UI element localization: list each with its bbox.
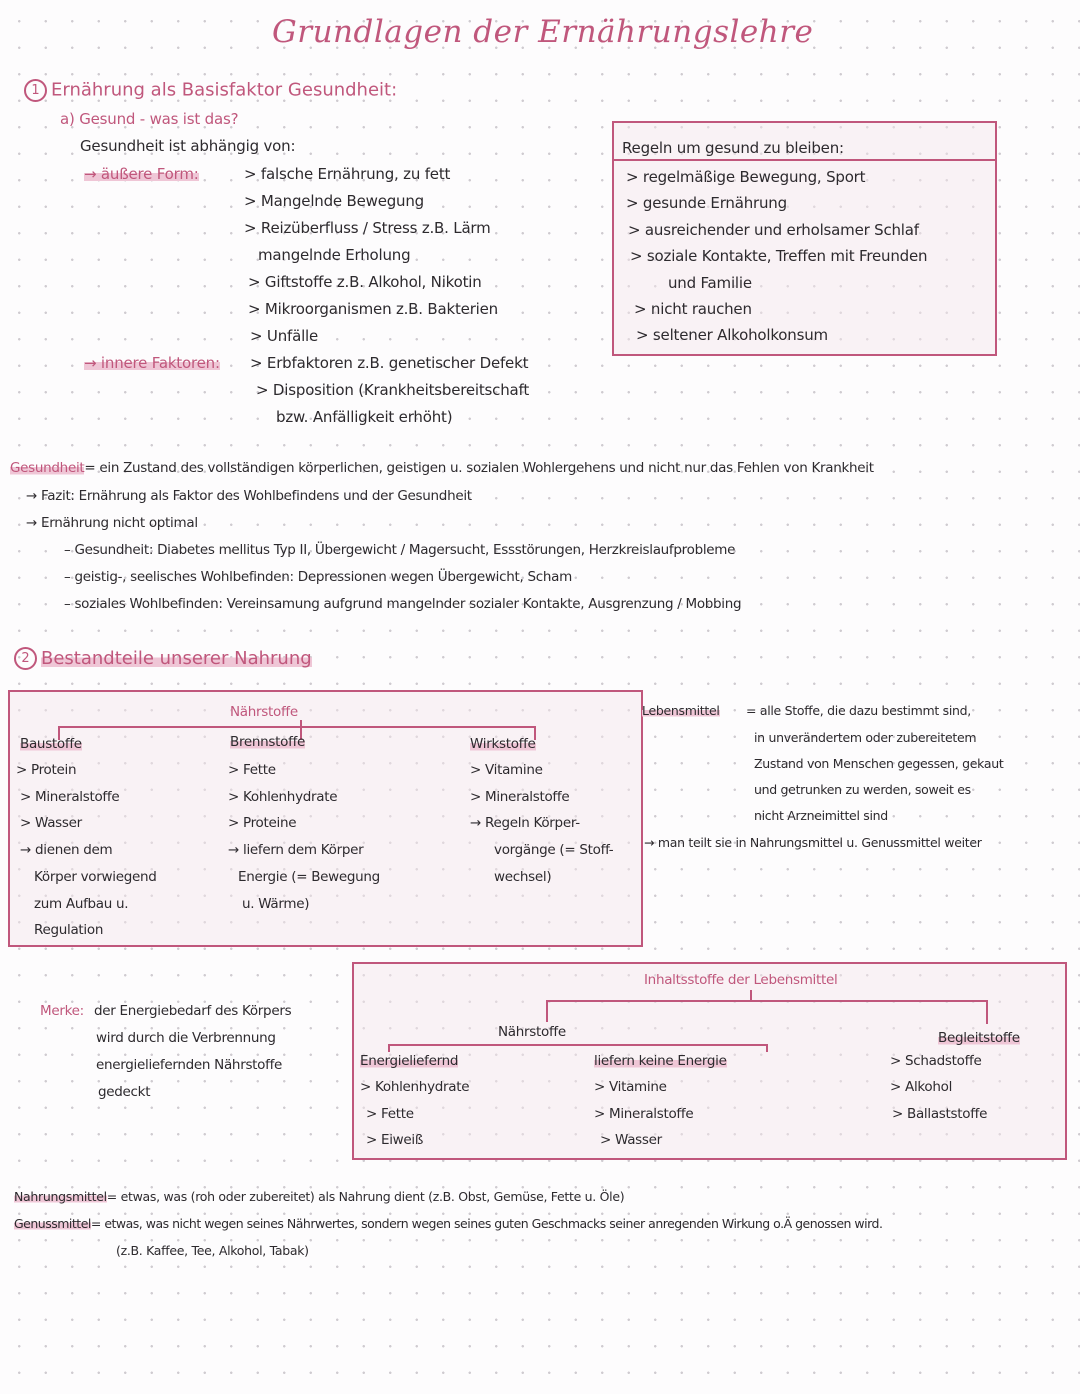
keine-energie-item: > Vitamine bbox=[594, 1079, 667, 1095]
outer-form-label-text: → äußere Form: bbox=[84, 165, 199, 183]
genussmittel-def: = etwas, was nicht wegen seines Nährwertes, sondern wegen seines guten Geschmacks seiner anregenden Wirkung o.Ä genossen wird. bbox=[90, 1216, 883, 1231]
section-1-number: 1 bbox=[24, 79, 47, 102]
baustoffe-item: > Wasser bbox=[20, 815, 82, 831]
merke-line: gedeckt bbox=[98, 1084, 151, 1100]
tree-branch-line bbox=[750, 990, 752, 1002]
energie-item: > Eiweiß bbox=[366, 1132, 424, 1148]
lebensmittel-def-line: nicht Arzneimittel sind bbox=[754, 808, 888, 823]
rule-item: > soziale Kontakte, Treffen mit Freunden bbox=[630, 247, 928, 265]
baustoffe-title-text: Baustoffe bbox=[20, 736, 82, 752]
genussmittel-term: Genussmittel bbox=[14, 1216, 91, 1231]
lebensmittel-def-line: in unverändertem oder zubereitetem bbox=[754, 730, 977, 745]
lebensmittel-term-text: Lebensmittel bbox=[642, 703, 720, 718]
rule-item: > nicht rauchen bbox=[634, 300, 752, 318]
energie-item: > Fette bbox=[366, 1106, 414, 1122]
brennstoffe-item: > Proteine bbox=[228, 815, 297, 831]
health-definition-text: = ein Zustand des vollständigen körperlichen, geistigen u. sozialen Wohlergehens und nicht nur das Fehlen von Krankheit bbox=[84, 460, 874, 476]
lebensmittel-def-line: Zustand von Menschen gegessen, gekaut bbox=[754, 756, 1004, 771]
wirkstoffe-item: → Regeln Körper- bbox=[470, 815, 580, 831]
brennstoffe-item: > Fette bbox=[228, 762, 276, 778]
begleit-item: > Alkohol bbox=[890, 1079, 953, 1095]
genussmittel-examples: (z.B. Kaffee, Tee, Alkohol, Tabak) bbox=[116, 1243, 309, 1258]
lebensmittel-term bbox=[642, 703, 720, 719]
section-1-heading-text: Ernährung als Basisfaktor Gesundheit: bbox=[51, 79, 398, 101]
health-definition-term: Gesundheit bbox=[10, 460, 85, 476]
tree-branch-line bbox=[388, 1044, 390, 1052]
rule-item: und Familie bbox=[668, 274, 752, 292]
nahrungsmittel-term: Nahrungsmittel bbox=[14, 1189, 107, 1204]
inhaltsstoffe-box bbox=[352, 962, 1067, 1160]
merke-line: der Energiebedarf des Körpers bbox=[94, 1003, 292, 1019]
merke-line: wird durch die Verbrennung bbox=[96, 1030, 276, 1046]
energieliefernd-title bbox=[360, 1053, 458, 1070]
outer-form-label bbox=[84, 165, 199, 183]
brennstoffe-title bbox=[230, 734, 305, 751]
baustoffe-item: zum Aufbau u. bbox=[34, 896, 129, 912]
keine-energie-item: > Wasser bbox=[600, 1132, 662, 1148]
merke-label: Merke: bbox=[40, 1003, 84, 1019]
outer-item: > Mikroorganismen z.B. Bakterien bbox=[248, 300, 498, 318]
brennstoffe-item: → liefern dem Körper bbox=[228, 842, 364, 858]
inhaltsstoffe-title: Inhaltsstoffe der Lebensmittel bbox=[644, 972, 838, 988]
rule-item: > gesunde Ernährung bbox=[626, 194, 787, 212]
genussmittel-definition bbox=[14, 1216, 882, 1232]
wirkstoffe-title bbox=[470, 736, 536, 753]
rule-item: > seltener Alkoholkonsum bbox=[636, 326, 828, 344]
energie-item: > Kohlenhydrate bbox=[360, 1079, 470, 1095]
section-2-number: 2 bbox=[14, 647, 37, 670]
wirkstoffe-item: vorgänge (= Stoff- bbox=[494, 842, 614, 858]
begleit-item: > Ballaststoffe bbox=[892, 1106, 988, 1122]
baustoffe-item: > Protein bbox=[16, 762, 77, 778]
baustoffe-item: → dienen dem bbox=[20, 842, 113, 858]
keine-energie-item: > Mineralstoffe bbox=[594, 1106, 694, 1122]
brennstoffe-item: Energie (= Bewegung bbox=[238, 869, 380, 885]
consequence-item: – Gesundheit: Diabetes mellitus Typ II, Übergewicht / Magersucht, Essstörungen, Herzkreislaufprobleme bbox=[64, 542, 736, 558]
outer-item: > Giftstoffe z.B. Alkohol, Nikotin bbox=[248, 273, 482, 291]
rules-box bbox=[612, 121, 997, 356]
page-title: Grundlagen der Ernährungslehre bbox=[272, 14, 814, 50]
outer-item: mangelnde Erholung bbox=[258, 246, 411, 264]
brennstoffe-item: u. Wärme) bbox=[242, 896, 310, 912]
tree-branch-line bbox=[766, 1044, 768, 1052]
merke-line: energieliefernden Nährstoffe bbox=[96, 1057, 283, 1073]
fazit: → Fazit: Ernährung als Faktor des Wohlbefindens und der Gesundheit bbox=[26, 488, 472, 504]
tree-horizontal-line bbox=[546, 1000, 988, 1002]
wirkstoffe-item: wechsel) bbox=[494, 869, 552, 885]
rules-divider bbox=[614, 159, 995, 161]
baustoffe-item: Körper vorwiegend bbox=[34, 869, 157, 885]
outer-item: > falsche Ernährung, zu fett bbox=[244, 165, 451, 183]
consequence-item: – soziales Wohlbefinden: Vereinsamung aufgrund mangelnder sozialer Kontakte, Ausgrenzung / Mobbing bbox=[64, 596, 742, 612]
health-definition bbox=[10, 460, 1070, 477]
tree-horizontal-line bbox=[388, 1044, 768, 1046]
section-1-heading bbox=[24, 79, 397, 102]
begleitstoffe-title-text: Begleitstoffe bbox=[938, 1030, 1020, 1046]
naehrstoffe-title: Nährstoffe bbox=[230, 704, 298, 720]
naehrstoffe-subtitle: Nährstoffe bbox=[498, 1024, 566, 1040]
outer-item: > Mangelnde Bewegung bbox=[244, 192, 424, 210]
intro-text: Gesundheit ist abhängig von: bbox=[80, 137, 296, 155]
baustoffe-title bbox=[20, 736, 82, 753]
baustoffe-item: Regulation bbox=[34, 922, 104, 938]
tree-horizontal-line bbox=[58, 726, 536, 728]
subheading-gesund: a) Gesund - was ist das? bbox=[60, 110, 239, 128]
energieliefernd-title-text: Energieliefernd bbox=[360, 1053, 459, 1069]
wirkstoffe-title-text: Wirkstoffe bbox=[470, 736, 536, 752]
inner-item: > Erbfaktoren z.B. genetischer Defekt bbox=[250, 354, 529, 372]
tree-branch-line bbox=[546, 1000, 548, 1022]
outer-item: > Unfälle bbox=[250, 327, 319, 345]
nahrungsmittel-def: = etwas, was (roh oder zubereitet) als Nahrung dient (z.B. Obst, Gemüse, Fette u. Öle) bbox=[106, 1189, 625, 1204]
wirkstoffe-item: > Vitamine bbox=[470, 762, 543, 778]
section-2-heading-text: Bestandteile unserer Nahrung bbox=[41, 647, 312, 669]
outer-item: > Reizüberfluss / Stress z.B. Lärm bbox=[244, 219, 491, 237]
lebensmittel-def-line: = alle Stoffe, die dazu bestimmt sind, bbox=[746, 703, 971, 718]
inner-factors-label-text: → innere Faktoren: bbox=[84, 354, 220, 372]
rule-item: > regelmäßige Bewegung, Sport bbox=[626, 168, 866, 186]
inner-item: > Disposition (Krankheitsbereitschaft bbox=[256, 381, 530, 399]
inner-factors-label bbox=[84, 354, 220, 372]
wirkstoffe-item: > Mineralstoffe bbox=[470, 789, 570, 805]
brennstoffe-title-text: Brennstoffe bbox=[230, 734, 306, 750]
baustoffe-item: > Mineralstoffe bbox=[20, 789, 120, 805]
lebensmittel-note: → man teilt sie in Nahrungsmittel u. Genussmittel weiter bbox=[644, 835, 982, 850]
keine-energie-title-text: liefern keine Energie bbox=[594, 1053, 727, 1069]
naehrstoffe-box bbox=[8, 690, 643, 947]
nahrungsmittel-definition bbox=[14, 1189, 624, 1205]
rules-title: Regeln um gesund zu bleiben: bbox=[622, 139, 844, 157]
lebensmittel-def-line: und getrunken zu werden, soweit es bbox=[754, 782, 971, 797]
begleit-item: > Schadstoffe bbox=[890, 1053, 982, 1069]
section-2-heading bbox=[14, 647, 312, 670]
not-optimal: → Ernährung nicht optimal bbox=[26, 515, 198, 531]
begleitstoffe-title bbox=[938, 1030, 1020, 1047]
consequence-item: – geistig-, seelisches Wohlbefinden: Depressionen wegen Übergewicht, Scham bbox=[64, 569, 572, 585]
rule-item: > ausreichender und erholsamer Schlaf bbox=[628, 221, 919, 239]
keine-energie-title bbox=[594, 1053, 727, 1070]
brennstoffe-item: > Kohlenhydrate bbox=[228, 789, 338, 805]
tree-branch-line bbox=[986, 1000, 988, 1024]
inner-item: bzw. Anfälligkeit erhöht) bbox=[276, 408, 453, 426]
